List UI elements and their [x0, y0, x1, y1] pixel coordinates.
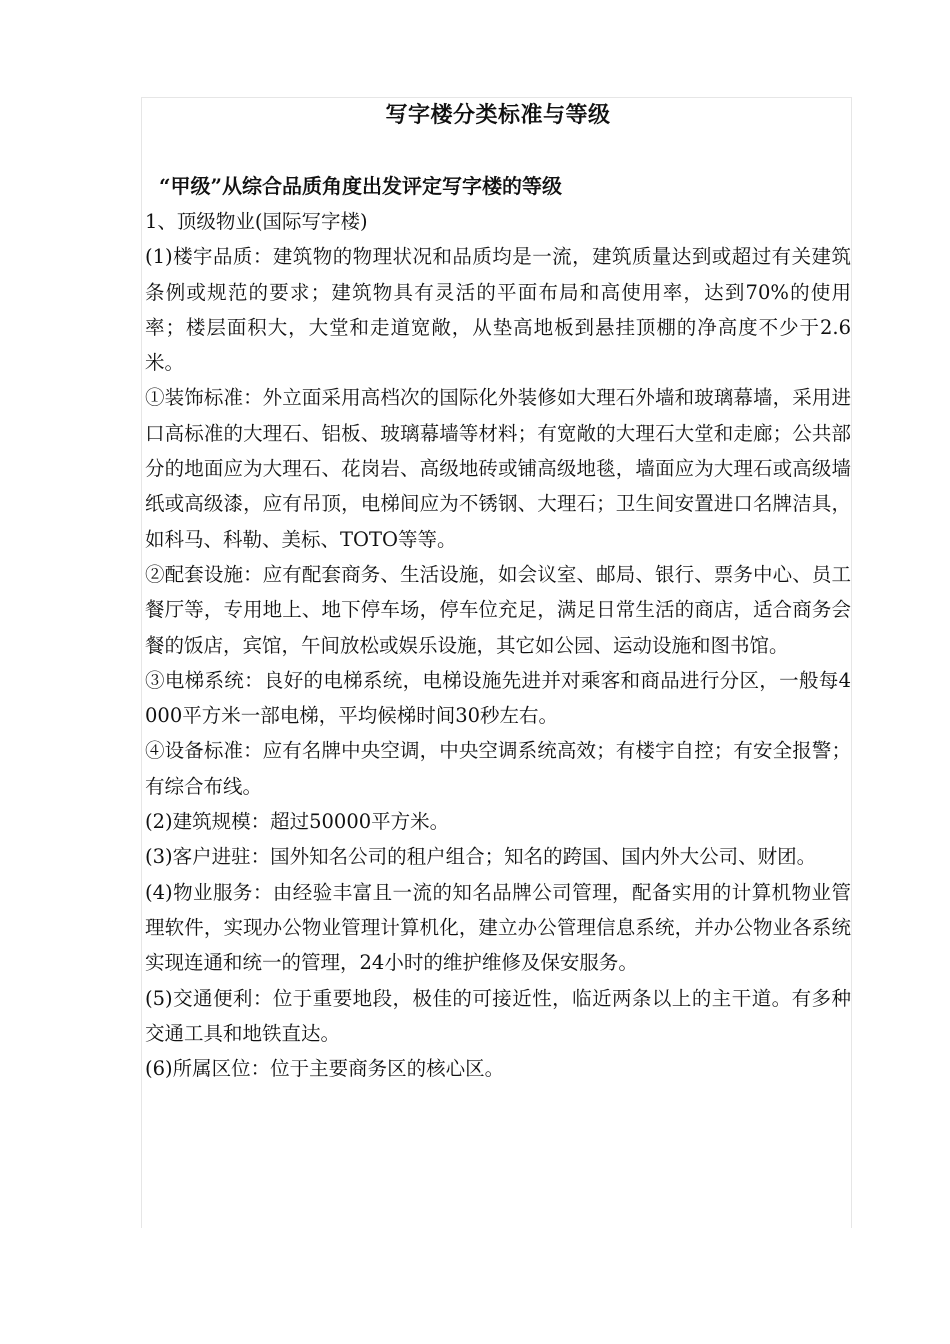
document-body: [145, 97, 851, 1086]
paragraph-tenants: (3)客户进驻：国外知名公司的租户组合；知名的跨国、国内外大公司、财团。: [145, 845, 817, 869]
paragraph-location: (6)所属区位：位于主要商务区的核心区。: [145, 1057, 505, 1081]
paragraph-building-quality: (1)楼宇品质：建筑物的物理状况和品质均是一流，建筑质量达到或超过有关建筑条例或规范的要求；建筑物具有灵活的平面布局和高使用率，达到70%的使用率；楼层面积大，大堂和走道宽敞，从垫高地板到悬挂顶棚的净高度不少于2.6米。: [145, 245, 851, 375]
paragraph-building-scale: (2)建筑规模：超过50000平方米。: [145, 810, 450, 834]
document-title: 写字楼分类标准与等级: [385, 102, 611, 128]
paragraph-top-grade: 1、顶级物业(国际写字楼): [145, 210, 368, 233]
paragraph-equipment-standard: ④设备标准：应有名牌中央空调，中央空调系统高效；有楼宇自控；有安全报警；有综合布线。: [145, 739, 851, 798]
paragraph-supporting-facilities: ②配套设施：应有配套商务、生活设施，如会议室、邮局、银行、票务中心、员工餐厅等，专用地上、地下停车场，停车位充足，满足日常生活的商店，适合商务会餐的饭店，宾馆，午间放松或娱乐设施，其它如公园、运动设施和图书馆。: [145, 562, 851, 657]
paragraph-transportation: (5)交通便利：位于重要地段，极佳的可接近性，临近两条以上的主干道。有多种交通工具和地铁直达。: [145, 986, 851, 1045]
paragraph-decoration-standard: ①装饰标准：外立面采用高档次的国际化外装修如大理石外墙和玻璃幕墙，采用进口高标准的大理石、铝板、玻璃幕墙等材料；有宽敞的大理石大堂和走廊；公共部分的地面应为大理石、花岗岩、高级地砖或铺高级地毯，墙面应为大理石或高级墙纸或高级漆，应有吊顶，电梯间应为不锈钢、大理石；卫生间安置进口名牌洁具，如科马、科勒、美标、TOTO等等。: [145, 386, 851, 551]
paragraph-elevator-system: ③电梯系统：良好的电梯系统，电梯设施先进并对乘客和商品进行分区，一般每4000平方米一部电梯，平均候梯时间30秒左右。: [145, 668, 851, 728]
section-heading: “甲级”从综合品质角度出发评定写字楼的等级: [159, 174, 563, 198]
paragraph-property-service: (4)物业服务：由经验丰富且一流的知名品牌公司管理，配备实用的计算机物业管理软件，实现办公物业管理计算机化，建立办公管理信息系统，并办公物业各系统实现连通和统一的管理，24小时的维护维修及保安服务。: [145, 880, 851, 975]
